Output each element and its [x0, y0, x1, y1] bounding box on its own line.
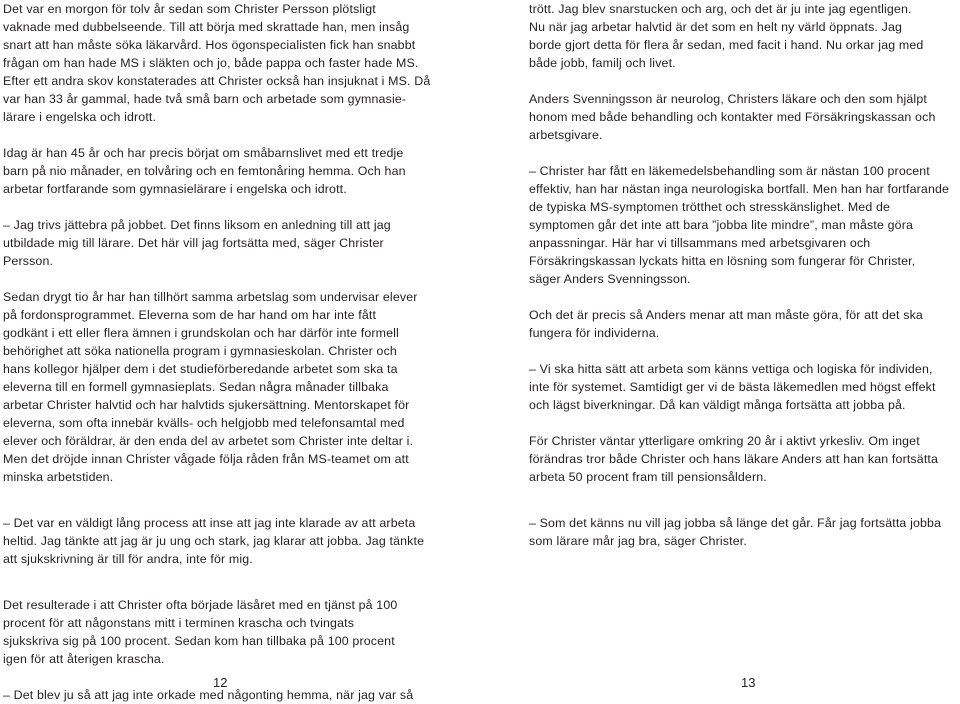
text-line: förändras tror både Christer och hans läkare Anders att han kan fortsätta	[529, 452, 939, 466]
text-line: lärare i engelska och idrott.	[3, 110, 157, 124]
text-line: hans kollegor hjälper dem i det studieförberedande arbetet som ska ta	[3, 362, 398, 376]
paragraph	[3, 216, 439, 270]
text-line: eleverna, som ofta innebär kvälls- och helgjobb med telefonsamtal med	[3, 416, 405, 430]
text-line: procent för att någonstans mitt i terminen krascha och tvingats	[3, 616, 355, 630]
text-line: Det var en morgon för tolv år sedan som Christer Persson plötsligt	[3, 2, 376, 16]
text-line: de typiska MS-symptomen trötthet och stresskänslighet. Med de	[529, 200, 891, 214]
text-line: vaknade med dubbelseende. Till att börja med skrattade han, men insåg	[3, 20, 410, 34]
text-line: inte för systemet. Samtidigt ger vi de bästa läkemedlen med högst effekt	[529, 380, 936, 394]
text-line: elever och föräldrar, är den enda del av arbetet som Christer inte deltar i.	[3, 434, 414, 448]
paragraph	[3, 514, 439, 568]
text-line: – Vi ska hitta sätt att arbeta som känns vettiga och logiska för individen,	[529, 362, 933, 376]
text-line: frågan om han hade MS i släkten och jo, både pappa och faster hade MS.	[3, 56, 419, 70]
text-line: var han 33 år gammal, hade två små barn och arbetade som gymnasie-	[3, 92, 407, 106]
text-line: minska arbetstiden.	[3, 470, 114, 484]
text-line: Sedan drygt tio år har han tillhört samma arbetslag som undervisar elever	[3, 290, 418, 304]
text-line: honom med både behandling och kontakter med Försäkringskassan och	[529, 110, 936, 124]
paragraph	[529, 514, 957, 550]
text-line: både jobb, familj och livet.	[529, 56, 676, 70]
text-line: – Som det känns nu vill jag jobba så länge det går. Får jag fortsätta jobba	[529, 516, 942, 530]
text-line: Anders Svenningsson är neurolog, Christers läkare och den som hjälpt	[529, 92, 927, 106]
text-line: anpassningar. Här har vi tillsammans med arbetsgivaren och	[529, 236, 871, 250]
text-line: arbetsgivare.	[529, 128, 603, 142]
text-line: Persson.	[3, 254, 54, 268]
right-column	[529, 0, 957, 550]
text-line: Och det är precis så Anders menar att man måste göra, för att det ska	[529, 308, 923, 322]
text-line: Det resulterade i att Christer ofta började läsåret med en tjänst på 100	[3, 598, 398, 612]
paragraph	[529, 0, 957, 72]
text-line: – Jag trivs jättebra på jobbet. Det finns liksom en anledning till att jag	[3, 218, 391, 232]
text-line: eleverna till en formell gymnasieplats. Sedan några månader tillbaka	[3, 380, 389, 394]
text-line: fungera för individerna.	[529, 326, 660, 340]
text-line: Men det dröjde innan Christer vågade följa råden från MS-teamet om att	[3, 452, 409, 466]
text-line: på fordonsprogrammet. Eleverna som de har hand om har inte fått	[3, 308, 377, 322]
text-line: Efter ett andra skov konstaterades att Christer också han insjuknat i MS. Då	[3, 74, 431, 88]
paragraph	[3, 0, 439, 126]
text-line: snart att han måste söka läkarvård. Hos ögonspecialisten fick han snabbt	[3, 38, 416, 52]
text-line: utbildade mig till lärare. Det här vill jag fortsätta med, säger Christer	[3, 236, 384, 250]
text-line: godkänt i ett eller flera ämnen i grundskolan och har därför inte formell	[3, 326, 399, 340]
paragraph	[3, 596, 439, 668]
page-number-left: 12	[213, 675, 228, 690]
text-line: Idag är han 45 år och har precis börjat om småbarnslivet med ett tredje	[3, 146, 404, 160]
text-line: trött. Jag blev snarstucken och arg, och det är ju inte jag egentligen.	[529, 2, 912, 16]
text-line: igen för att återigen krascha.	[3, 652, 165, 666]
text-line: arbetar fortfarande som gymnasielärare i engelska och idrott.	[3, 182, 347, 196]
paragraph	[529, 90, 957, 144]
text-line: Försäkringskassan lyckats hitta en lösning som fungerar för Christer,	[529, 254, 916, 268]
text-line: borde gjort detta för flera år sedan, med facit i hand. Nu orkar jag med	[529, 38, 924, 52]
text-line: och lägst biverkningar. Då kan väldigt många fortsätta att jobba på.	[529, 398, 906, 412]
text-line: symptomen går det inte att bara ”jobba lite mindre”, man måste göra	[529, 218, 914, 232]
paragraph	[529, 306, 957, 342]
text-line: sjukskriva sig på 100 procent. Sedan kom han tillbaka på 100 procent	[3, 634, 395, 648]
text-line: effektiv, han har nästan inga neurologiska bortfall. Men han har fortfarande	[529, 182, 950, 196]
paragraph	[3, 288, 439, 486]
text-line: behörighet att söka nationella program i gymnasieskolan. Christer och	[3, 344, 397, 358]
text-line: säger Anders Svenningsson.	[529, 272, 691, 286]
text-line: arbetar Christer halvtid och har halvtids sjukersättning. Mentorskapet för	[3, 398, 410, 412]
paragraph	[3, 144, 439, 198]
text-line: som lärare mår jag bra, säger Christer.	[529, 534, 747, 548]
text-line: arbeta 50 procent fram till pensionsåldern.	[529, 470, 767, 484]
text-line: – Det var en väldigt lång process att inse att jag inte klarade av att arbeta	[3, 516, 416, 530]
text-line: att sjukskrivning är till för andra, inte för mig.	[3, 552, 253, 566]
paragraph	[529, 360, 957, 414]
text-line: – Det blev ju så att jag inte orkade med någonting hemma, när jag var så	[3, 688, 414, 702]
text-line: För Christer väntar ytterligare omkring 20 år i aktivt yrkesliv. Om inget	[529, 434, 920, 448]
text-line: Nu när jag arbetar halvtid är det som en helt ny värld öppnats. Jag	[529, 20, 903, 34]
left-column	[3, 0, 439, 704]
text-line: barn på nio månader, en tolvåring och en femtonåring hemma. Och han	[3, 164, 406, 178]
paragraph	[529, 432, 957, 486]
paragraph	[529, 162, 957, 288]
text-line: – Christer har fått en läkemedelsbehandling som är nästan 100 procent	[529, 164, 930, 178]
text-line: heltid. Jag tänkte att jag är ju ung och stark, jag klarar att jobba. Jag tänkte	[3, 534, 425, 548]
page-number-right: 13	[741, 675, 756, 690]
